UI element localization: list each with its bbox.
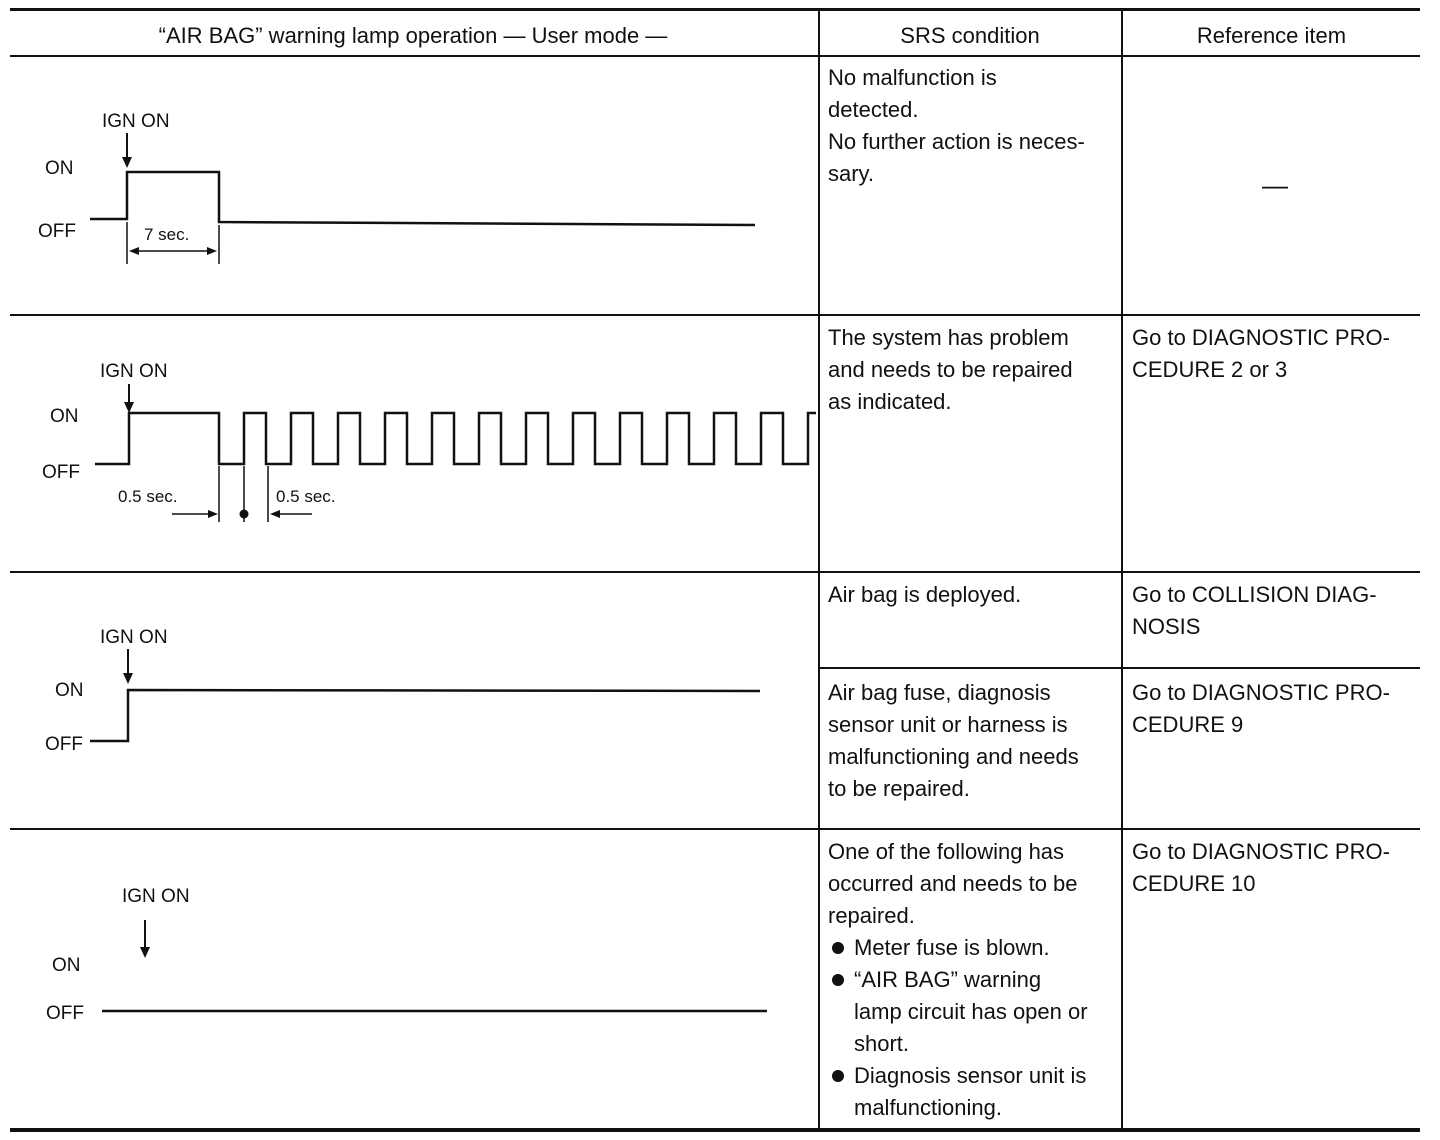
bullet-line: Meter fuse is blown. xyxy=(854,935,1050,960)
reference-row1: — xyxy=(1262,170,1288,200)
condition-line: repaired. xyxy=(828,903,915,928)
condition-bullet-item xyxy=(828,932,1120,964)
condition-row2 xyxy=(828,322,1118,418)
off-level-label: OFF xyxy=(46,1003,84,1024)
condition-line: malfunctioning and needs xyxy=(828,744,1079,769)
reference-row3a xyxy=(1132,579,1422,643)
condition-line: No malfunction is xyxy=(828,65,997,90)
waveform-row4 xyxy=(0,830,800,1128)
reference-row2 xyxy=(1132,322,1422,386)
waveform-row2 xyxy=(0,316,800,576)
waveform-row3 xyxy=(0,573,800,831)
column-divider-2 xyxy=(1121,8,1123,1132)
off-level-label: OFF xyxy=(38,221,76,242)
bullet-line: “AIR BAG” warning xyxy=(854,967,1042,992)
condition-bullet-item xyxy=(828,964,1120,1060)
off-period-label: 0.5 sec. xyxy=(118,487,178,506)
condition-line: No further action is neces- xyxy=(828,129,1085,154)
bullet-line: Diagnosis sensor unit is xyxy=(854,1063,1087,1088)
condition-line: The system has problem xyxy=(828,325,1069,350)
reference-line: CEDURE 2 or 3 xyxy=(1132,357,1288,382)
header-reference-item: Reference item xyxy=(1196,23,1347,48)
off-level-label: OFF xyxy=(45,734,83,755)
on-level-label: ON xyxy=(50,406,79,427)
bullet-dot-icon xyxy=(832,942,844,954)
condition-bullet-item xyxy=(828,1060,1120,1124)
ign-on-label: IGN ON xyxy=(102,111,170,132)
reference-line: Go to COLLISION DIAG- xyxy=(1132,582,1377,607)
on-level-label: ON xyxy=(45,158,74,179)
row3-split-rule xyxy=(820,667,1420,669)
ign-on-label: IGN ON xyxy=(122,886,190,907)
table-bottom-rule xyxy=(10,1128,1420,1132)
column-divider-1 xyxy=(818,8,820,1132)
reference-line: CEDURE 9 xyxy=(1132,712,1244,737)
reference-line: Go to DIAGNOSTIC PRO- xyxy=(1132,839,1390,864)
condition-line: and needs to be repaired xyxy=(828,357,1073,382)
waveform-row1 xyxy=(0,57,800,317)
condition-line: Air bag fuse, diagnosis xyxy=(828,680,1051,705)
ign-on-label: IGN ON xyxy=(100,361,168,382)
condition-line: sary. xyxy=(828,161,875,186)
bullet-dot-icon xyxy=(832,974,844,986)
ign-on-label: IGN ON xyxy=(100,627,168,648)
condition-row4 xyxy=(828,836,1120,1124)
reference-row4 xyxy=(1132,836,1422,900)
header-srs-condition: SRS condition xyxy=(900,23,1040,48)
reference-line: Go to DIAGNOSTIC PRO- xyxy=(1132,680,1390,705)
condition-row3b xyxy=(828,677,1118,805)
bullet-line: lamp circuit has open or xyxy=(854,999,1088,1024)
bullet-dot-icon xyxy=(832,1070,844,1082)
reference-line: Go to DIAGNOSTIC PRO- xyxy=(1132,325,1390,350)
condition-line: Air bag is deployed. xyxy=(828,582,1022,607)
reference-row3b xyxy=(1132,677,1422,741)
header-lamp-operation: “AIR BAG” warning lamp operation — User mode — xyxy=(158,23,668,48)
condition-line: One of the following has xyxy=(828,839,1065,864)
condition-line: detected. xyxy=(828,97,919,122)
on-level-label: ON xyxy=(55,680,84,701)
reference-line: CEDURE 10 xyxy=(1132,871,1256,896)
on-level-label: ON xyxy=(52,955,81,976)
on-period-label: 0.5 sec. xyxy=(276,487,336,506)
condition-line: occurred and needs to be xyxy=(828,871,1078,896)
condition-row3a xyxy=(828,579,1118,611)
condition-line: sensor unit or harness is xyxy=(828,712,1068,737)
reference-line: NOSIS xyxy=(1132,614,1201,639)
off-level-label: OFF xyxy=(42,462,80,483)
condition-line: as indicated. xyxy=(828,389,952,414)
bullet-line: short. xyxy=(854,1031,910,1056)
condition-line: to be repaired. xyxy=(828,776,970,801)
condition-row1 xyxy=(828,62,1118,190)
bullet-line: malfunctioning. xyxy=(854,1095,1002,1120)
duration-label: 7 sec. xyxy=(144,225,190,244)
